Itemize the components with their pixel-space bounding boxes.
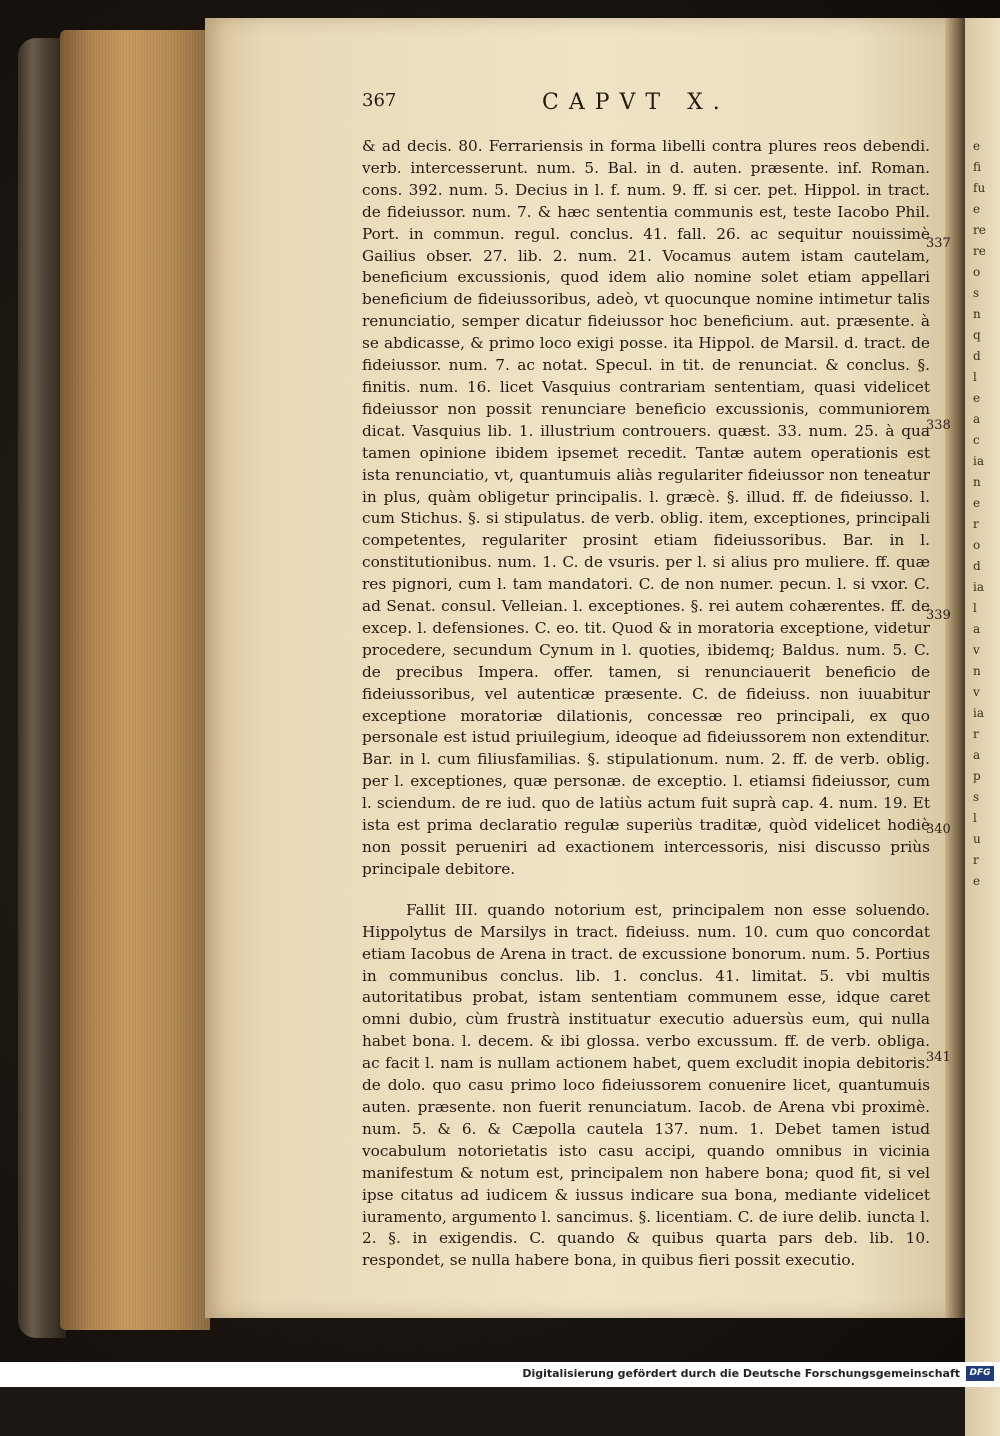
facing-page-fragment-text: e (973, 496, 981, 510)
facing-page-fragment-text: ia (973, 580, 984, 594)
facing-page-fragment-text: l (973, 370, 977, 384)
facing-page-fragment-text: fi (973, 160, 982, 174)
facing-page-fragment-text: e (973, 202, 981, 216)
book-gutter (945, 18, 967, 1318)
page-header (362, 90, 932, 122)
footer-bar (0, 1362, 1000, 1387)
facing-page-fragment-text: re (973, 244, 986, 258)
margin-number-338: 338 (926, 418, 951, 433)
facing-page-fragment-text: q (973, 328, 981, 342)
facing-page-fragment-text: o (973, 265, 981, 279)
facing-page-fragment-text: p (973, 769, 981, 783)
facing-page-fragment (965, 18, 1000, 1436)
facing-page-fragment-text: re (973, 223, 986, 237)
dfg-logo-icon: DFG (966, 1366, 994, 1381)
facing-page-fragment-text: l (973, 811, 977, 825)
facing-page-fragment-text: d (973, 349, 981, 363)
facing-page-fragment-text: a (973, 622, 981, 636)
facing-page-fragment-text: s (973, 286, 980, 300)
paragraph-1: & ad decis. 80. Ferrariensis in forma libelli contra plures reos debendi. verb. intercesserunt. num. 5. Bal. in d. auten. præsente. inf. Roman. cons. 392. num. 5. Decius in l. f. num. 9. ff. si cer. pet. Hippol. in tract. de fideiussor. num. 7. & hæc sententia communis est, teste Iacobo Phil. Port. in commun. regul. conclus. 41. fall. 26. ac sequitur nouissimè Gailius obser. 27. lib. 2. num. 21. Vocamus autem istam cautelam, beneficium excussionis, quod idem alio nomine solet etiam appellari beneficium de fideiussoribus, adeò, vt quocunque nomine intimetur talis renunciatio, semper dicatur fideiussor hoc beneficium. aut. præsente. à se abdicasse, & primo loco exigi posse. ita Hippol. de Marsil. d. tract. de fideiussor. num. 7. ac notat. Specul. in tit. de renunciat. & conclus. §. finitis. num. 16. licet Vasquius contrariam sententiam, quasi videlicet fideiussor non possit renunciare beneficio excussionis, communiorem dicat. Vasquius lib. 1. illustrium controuers. quæst. 33. num. 25. à qua tamen opinione ibidem ipsemet recedit. Tantæ autem operationis est ista renunciatio, vt, quantumuis aliàs regulariter fideiussor non teneatur in plus, quàm obligetur principalis. l. græcè. §. illud. ff. de fideiusso. l. cum Stichus. §. si stipulatus. de verb. oblig. item, exceptiones, principali competentes, regulariter prosint etiam fideiussoribus. Bar. in l. constitutionibus. num. 1. C. de vsuris. per l. si alius pro muliere. ff. quæ res pignori, cum l. tam mandatori. C. de non numer. pecun. l. si vxor. C. ad Senat. consul. Velleian. l. exceptiones. §. rei autem cohærentes. ff. de excep. l. defensiones. C. eo. tit. Quod & in moratoria exceptione, videtur procedere, secundum Cynum in l. quoties, ibidemq; Baldus. num. 5. C. de precibus Impera. offer. tamen, si renunciauerit beneficio de fideiussoribus, vel autenticæ præsente. C. de fideiuss. non iuuabitur exceptione moratoriæ dilationis, concessæ reo principali, ex quo personale est istud priuilegium, ideoque ad fideiussorem non extenditur. Bar. in l. cum filiusfamilias. §. stipulationum. num. 2. ff. de verb. oblig. per l. exceptiones, quæ personæ. de exceptio. l. etiamsi fideiussor, cum l. sciendum. de re iud. quo de latiùs actum fuit suprà cap. 4. num. 19. Et ista est prima declaratio regulæ superiùs traditæ, quòd videlicet hodiè non possit perueniri ad exactionem intercessoris, nisi discusso priùs principale debitore. (362, 137, 930, 878)
facing-page-fragment-text: r (973, 853, 979, 867)
facing-page-fragment-text: v (973, 685, 980, 699)
paragraph-2: Fallit III. quando notorium est, principalem non esse soluendo. Hippolytus de Marsilys in tract. fideiuss. num. 10. cum quo concordat etiam Iacobus de Arena in tract. de excussione bonorum. num. 5. Portius in communibus conclus. lib. 1. conclus. 41. limitat. 5. vbi multis autoritatibus probat, istam sententiam communem esse, idque caret omni dubio, cùm frustrà instituatur executio aduersùs eum, qui nulla habet bona. l. decem. & ibi glossa. verbo excussum. ff. de verb. obliga. ac facit l. nam is nullam actionem habet, quem excludit inopia debitoris. de dolo. quo casu primo loco fideiussorem conuenire licet, quantumuis auten. præsente. non fuerit renunciatum. Iacob. de Arena vbi proximè. num. 5. & 6. & Cæpolla cautela 137. num. 1. Debet tamen istud vocabulum notorietatis isto casu accipi, quando omnibus in vicinia manifestum & notum est, principalem non habere bona; quod fit, si vel ipse citatus ad iudicem & iussus indicare sua bona, mediante videlicet iuramento, argumento l. sancimus. §. licentiam. C. de iure delib. iuncta l. 2. §. in exigendis. C. quando & quibus quarta pars deb. lib. 10. respondet, se nulla habere bona, in quibus fieri possit executio. (362, 900, 930, 1270)
facing-page-fragment-text: e (973, 874, 981, 888)
facing-page-fragment-text: r (973, 727, 979, 741)
facing-page-fragment-text: n (973, 307, 981, 321)
dfg-credit: Digitalisierung gefördert durch die Deutsche Forschungsgemeinschaft (522, 1367, 960, 1380)
facing-page-fragment-text: a (973, 412, 981, 426)
facing-page-fragment-text: n (973, 475, 981, 489)
facing-page-fragment-text: r (973, 517, 979, 531)
page-block-edge (60, 30, 210, 1330)
facing-page-fragment-text: u (973, 832, 981, 846)
facing-page-fragment-text: l (973, 601, 977, 615)
facing-page-fragment-text: n (973, 664, 981, 678)
book-spine-edge (18, 38, 66, 1338)
facing-page-fragment-text: fu (973, 181, 986, 195)
facing-page-fragment-text: c (973, 433, 980, 447)
facing-page-fragment-text: ia (973, 454, 984, 468)
facing-page-fragment-text: ia (973, 706, 984, 720)
page-number: 367 (362, 90, 397, 111)
facing-page-fragment-text: v (973, 643, 980, 657)
margin-number-340: 340 (926, 822, 951, 837)
margin-number-341: 341 (926, 1050, 951, 1065)
facing-page-fragment-text: o (973, 538, 981, 552)
margin-number-339: 339 (926, 608, 951, 623)
main-text (362, 136, 930, 1272)
running-head: CAPVT X. (542, 90, 730, 115)
facing-page-fragment-text: e (973, 139, 981, 153)
facing-page-fragment-text: s (973, 790, 980, 804)
margin-number-337: 337 (926, 236, 951, 251)
facing-page-fragment-text: e (973, 391, 981, 405)
facing-page-fragment-text: d (973, 559, 981, 573)
facing-page-fragment-text: a (973, 748, 981, 762)
